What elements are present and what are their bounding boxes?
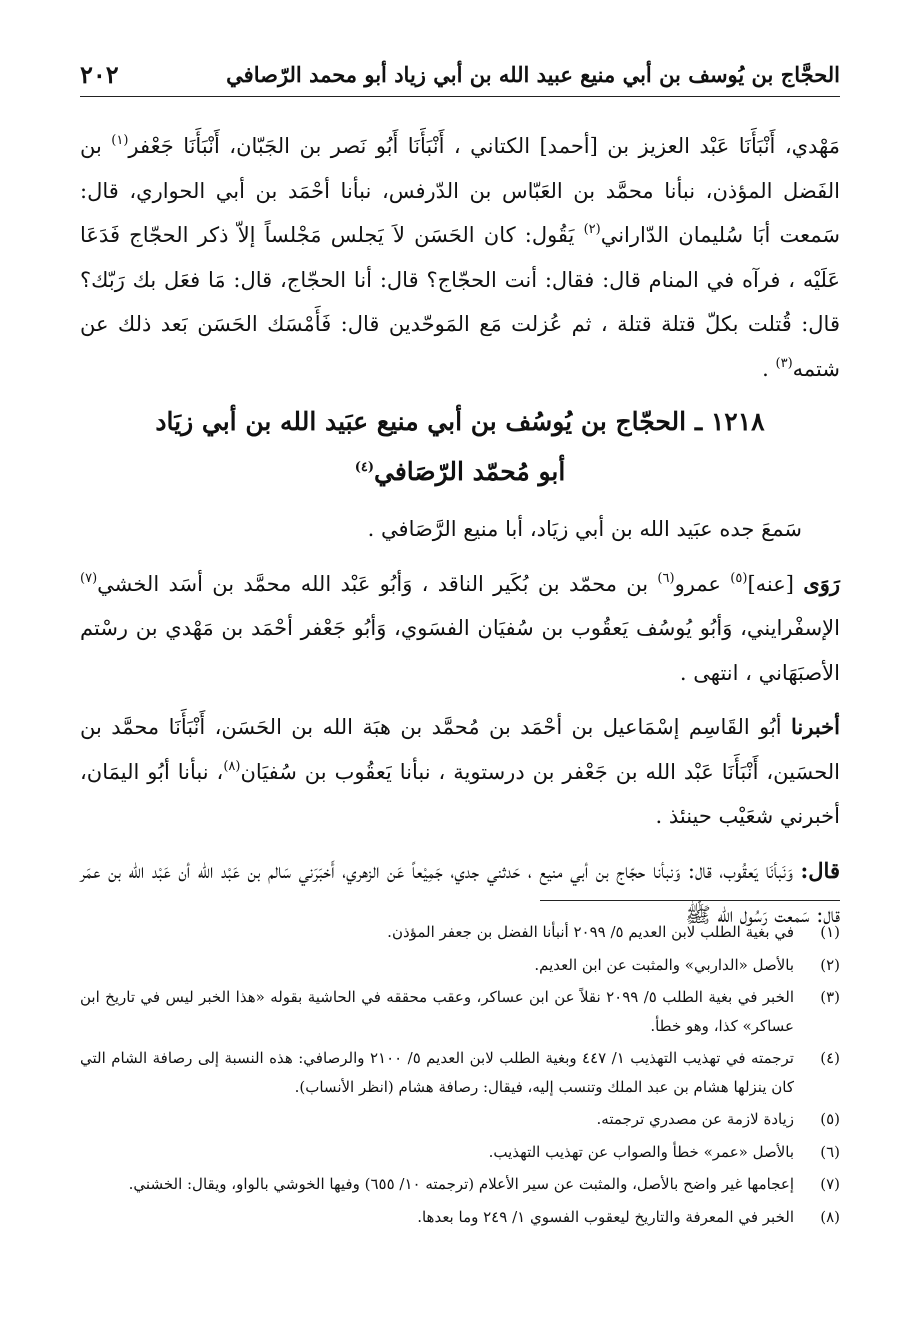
footnote-text: الخبر في بغية الطلب ٥/ ٢٠٩٩ نقلاً عن ابن عساكر، وعقب محققه في الحاشية بقوله «هذا الخبر ليس في تاريخ ابن عساكر» كذا، وهو خطأ.: [80, 988, 795, 1035]
footnote-item: [80, 983, 840, 1040]
footnote-text: الخبر في المعرفة والتاريخ ليعقوب الفسوي ١/ ٢٤٩ وما بعدها.: [417, 1207, 794, 1226]
footnote-ref-4[interactable]: (٤): [354, 460, 374, 475]
footnotes-section: [80, 918, 840, 1235]
lead-word-akhbarana: أخبرنا: [791, 714, 840, 739]
footnote-text: في بغية الطلب لابن العديم ٥/ ٢٠٩٩ أنبأنا الفضل بن جعفر المؤذن.: [387, 923, 794, 941]
footnote-number: (٧): [820, 1175, 840, 1193]
footnote-text: ترجمته في تهذيب التهذيب ١/ ٤٤٧ وبغية الطلب لابن العديم ٥/ ٢١٠٠ والرصافي: هذه النسبة إلى رصافة الشام التي كان ينزلها هشام بن عبد الملك وتنسب إليه، فيقال: رصافة هشام (انظر الأنساب).: [80, 1049, 794, 1096]
footnote-number: (٥): [820, 1110, 840, 1128]
footnote-item: [80, 1138, 840, 1167]
footnote-item: [80, 951, 840, 980]
footnote-item: [80, 918, 840, 947]
running-header: [80, 52, 840, 97]
footnote-ref-1[interactable]: (١): [111, 133, 129, 148]
paragraph-akhbarana: أخبرنا أبُو القَاسِم إسْمَاعيل بن أحْمَد بن مُحمَّد بن هبَة الله بن الحَسَن، أَنْبَأَنَا محمَّد بن الحسَين، أَنْبَأَنَا عَبْد الله بن جَعْفر بن درستوية ، نبأنا يَعقُوب بن سُفيَان$^{(٨)}$، نبأنا أبُو اليمَان، أخبرني شعَيْب حينئذ .: [80, 714, 840, 828]
footnote-number: (٤): [820, 1049, 840, 1067]
footnote-text: بالأصل «الداربي» والمثبت عن ابن العديم.: [534, 955, 794, 974]
footnote-item: [80, 1044, 840, 1101]
paragraph-sama: سَمعَ جده عبَيد الله بن أبي زيَاد، أبا منيع الرَّصَافي .: [367, 517, 802, 541]
footnote-number: (٨): [820, 1207, 840, 1226]
footnote-ref-8[interactable]: (٨): [223, 758, 241, 774]
footnote-number: (٣): [820, 988, 840, 1006]
footnote-text: إعجامها غير واضح بالأصل، والمثبت عن سير الأعلام (ترجمته ١٠/ ٦٥٥) وفيها الخوشي بالواو، ويقال: الخشني.: [128, 1175, 794, 1193]
footnote-text: بالأصل «عمر» خطأ والصواب عن تهذيب التهذيب.: [488, 1142, 794, 1161]
page-number: ٢٠٢: [80, 59, 119, 89]
paragraph-qala: قال: وَنَبأنَا يَعقُوب، قال: وَنبأنا حجّاج بن أبي منيع ، حَدثني جدي، جَمِيْعاً عَن الزهري، أَخبَرَني سَالم بن عَبْد الله أن عَبْد الله بن عمَر قال: سَمعت رَسُول الله ﷺ: [80, 857, 840, 927]
paragraph-rawa: رَوَى [عنه]$^{(٥)}$ عمرو$^{(٦)}$ بن محمّد بن بُكَير الناقد ، وَأبُو عَبْد الله محمَّد بن أسَد الخشي$^{(٧)}$ الإسفْرايني، وَأبُو يُوسُف يَعقُوب بن سُفيَان الفسَوي، وَأبُو جَعْفر أحْمَد بن مَهْدي بن رسْتم الأصبَهَاني ، انتهى .: [80, 570, 841, 685]
footnote-ref-3[interactable]: (٣): [775, 355, 793, 371]
footnote-ref-7[interactable]: (٧): [80, 570, 98, 586]
footnote-number: (٦): [820, 1142, 840, 1161]
footnote-ref-6[interactable]: (٦): [657, 570, 675, 586]
footnote-ref-2[interactable]: (٢): [583, 222, 601, 237]
main-text: [80, 124, 840, 938]
entry-heading: [80, 397, 840, 497]
footnote-divider: [540, 900, 840, 901]
footnote-number: (٢): [820, 955, 840, 974]
footnote-number: (١): [820, 923, 840, 941]
entry-heading-line-2: أبو مُحمّد الرّصَافي$^{(٤)}$: [354, 457, 566, 486]
footnote-item: [80, 1203, 840, 1232]
header-title: الحجَّاج بن يُوسف بن أبي منيع عبيد الله بن أبي زياد أبو محمد الرّصافي: [226, 61, 840, 87]
footnote-text: زيادة لازمة عن مصدري ترجمته.: [596, 1110, 794, 1128]
lead-word-rawa: رَوَى: [803, 570, 841, 596]
entry-heading-line-1: ١٢١٨ ـ الحجّاج بن يُوسُف بن أبي منيع عبَيد الله بن أبي زيَاد: [155, 407, 765, 436]
paragraph-narration: مَهْدي، أَنْبَأَنَا عَبْد العزيز بن [أحمد] الكتاني ، أَنْبَأَنَا أَبُو نَصر بن الجَبّان، أَنْبَأَنَا جَعْفر$^{(١)}$ بن الفَضل المؤذن، نبأنا محمَّد بن العَبّاس بن الدّرفس، نبأنا أحْمَد بن أبي الحواري، قال: سَمعت أبَا سُليمان الدّاراني$^{(٢)}$ يَقُول: كان الحَسَن لاَ يَجلس مَجْلساً إلاّ ذكر الحجّاج فَدَعَا عَلَيْه ، فرآه في المنام قال: فقال: أنت الحجّاج؟ قال: أنا الحجّاج، قال: مَا فعَل بك رَبّك؟ قال: قُتلت بكلّ قتلة قتلة ، ثم عُزلت مَع المَوحّدين قال: فَأَمْسَك الحَسَن بَعد ذلك عن شتمه$^{(٣)}$ .: [80, 133, 840, 381]
footnote-item: [80, 1105, 840, 1134]
footnote-ref-5[interactable]: (٥): [730, 570, 748, 586]
lead-word-qala: قال:: [800, 857, 840, 883]
footnote-item: [80, 1170, 840, 1199]
